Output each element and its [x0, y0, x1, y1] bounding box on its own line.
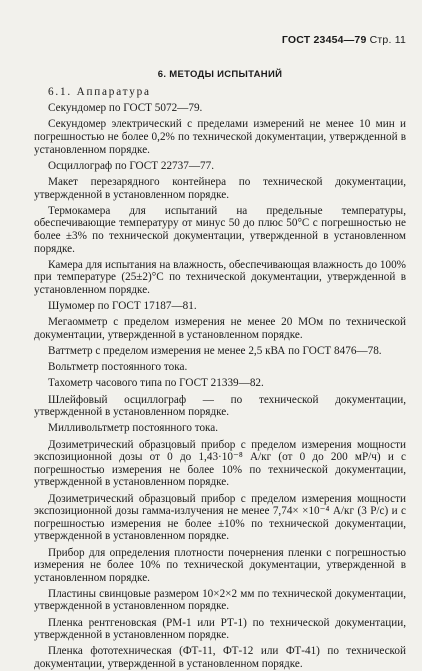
paragraph: Ваттметр с пределом измерения не менее 2,5 кВА по ГОСТ 8476—78.: [48, 345, 382, 358]
page-number: Стр. 11: [369, 34, 406, 46]
subsection-heading: 6.1. Аппаратура: [48, 86, 151, 98]
paragraph: Милливольтметр постоянного тока.: [48, 422, 219, 435]
document-body: [34, 86, 406, 671]
paragraph: Термокамера для испытаний на предельные температуры, обеспечивающие температуру от минус 50 до плюс 50°С с погрешностью не более ±3% по технической документации, утвержденной в установленном порядке.: [34, 204, 406, 255]
paragraph: Вольтметр постоянного тока.: [48, 361, 188, 374]
paragraph: Пленка рентгеновская (РМ-1 или РТ-1) по технической документации, утвержденной в установленном порядке.: [34, 616, 406, 642]
paragraph: Пленка фототехническая (ФТ-11, ФТ-12 или ФТ-41) по технической документации, утвержденной в установленном порядке.: [34, 645, 406, 671]
paragraph: Мегаомметр с пределом измерения не менее 20 МОм по технической документации, утвержденной в установленном порядке.: [34, 316, 406, 341]
paragraph: Осциллограф по ГОСТ 22737—77.: [48, 159, 214, 172]
paragraph: Шлейфовый осциллограф — по технической документации, утвержденной в установленном порядке.: [34, 393, 406, 419]
paragraph: Дозиметрический образцовый прибор с пределом измерения мощности экспозиционной дозы от 0 до 1,43·10⁻⁸ А/кг (от 0 до 200 мР/ч) и с погрешностью измерения не более 10% по технической документации, утвержденной в установленном порядке.: [34, 438, 406, 489]
paragraph: Прибор для определения плотности почернения пленки с погрешностью измерения не более 10% по технической документации, утвержденной в установленном порядке.: [34, 546, 406, 584]
running-header: [282, 34, 406, 46]
paragraph: Секундомер электрический с пределами измерений не менее 10 мин и погрешностью не более 0,2% по технической документации, утвержденной в установленном порядке.: [34, 118, 406, 156]
paragraph: Дозиметрический образцовый прибор с пределом измерения мощности экспозиционной дозы гамма-излучения не менее 7,74× ×10⁻⁴ А/кг (3 Р/с) и с погрешностью измерения не более ±10% по технической документации, утвержденной в установленном порядке.: [34, 492, 406, 543]
paragraph: Макет перезарядного контейнера по технической документации, утвержденной в установленном порядке.: [34, 175, 406, 201]
paragraph: Камера для испытания на влажность, обеспечивающая влажность до 100% при температуре (25±2)°С по технической документации, утвержденной в установленном порядке.: [34, 258, 406, 296]
standard-number: ГОСТ 23454—79: [281, 34, 367, 46]
section-title: 6. МЕТОДЫ ИСПЫТАНИЙ: [157, 69, 283, 80]
paragraph: Пластины свинцовые размером 10×2×2 мм по технической документации, утвержденной в установленном порядке.: [34, 587, 406, 613]
paragraph: Тахометр часового типа по ГОСТ 21339—82.: [48, 377, 264, 390]
paragraph: Секундомер по ГОСТ 5072—79.: [48, 102, 203, 115]
paragraph: Шумомер по ГОСТ 17187—81.: [48, 300, 197, 313]
